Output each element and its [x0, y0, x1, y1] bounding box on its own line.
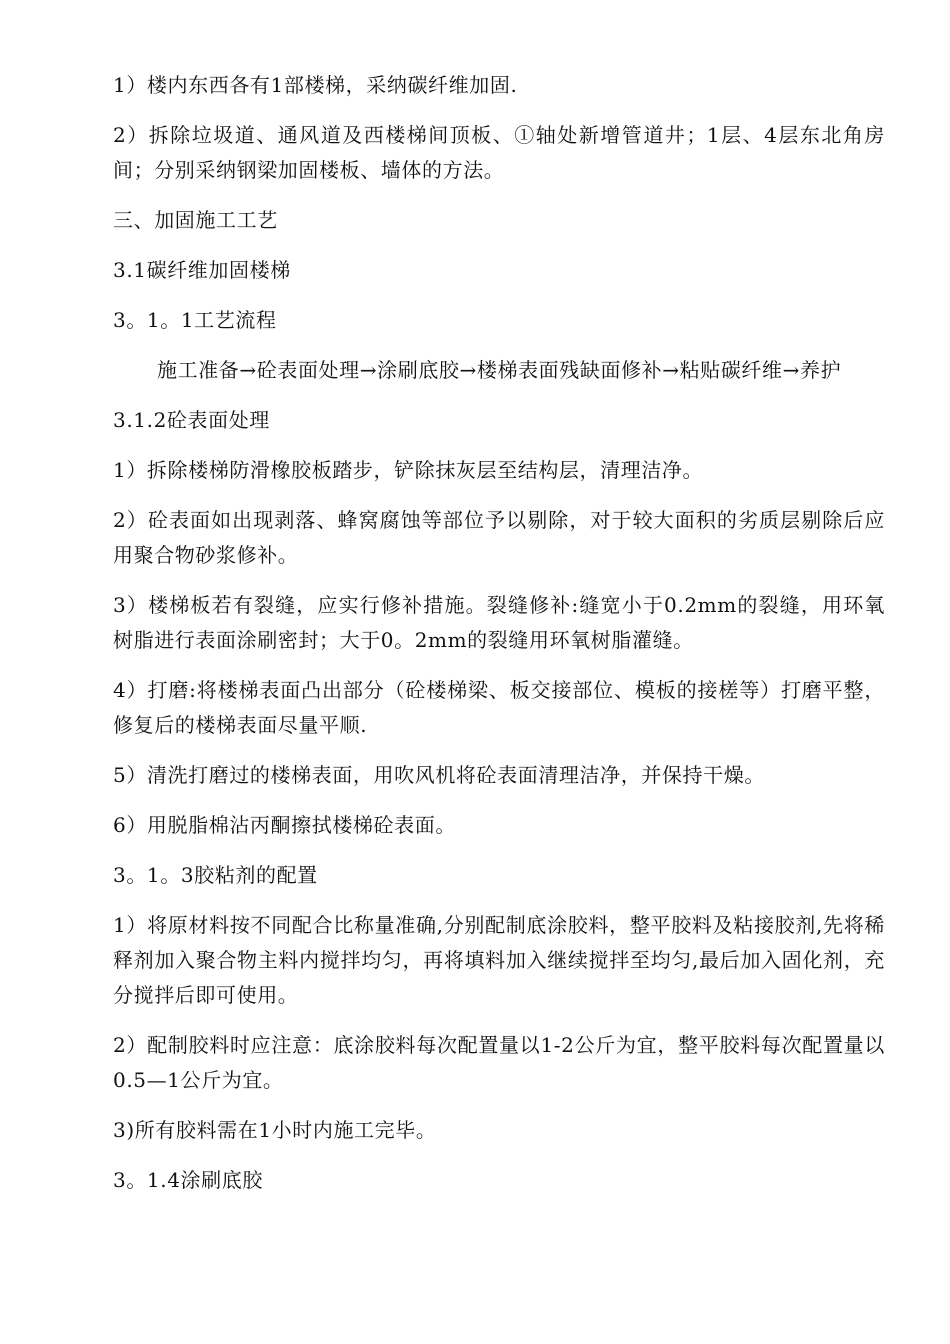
subsection-heading-3-1: 3.1碳纤维加固楼梯 — [113, 258, 291, 282]
subsection-heading-3-1-2: 3.1.2砼表面处理 — [113, 408, 270, 432]
paragraph-demolition: 2）拆除垃圾道、通风道及西楼梯间顶板、①轴处新增管道井；1层、4层东北角房间；分别采纳钢梁加固楼板、墙体的方法。 — [113, 123, 885, 182]
section-heading-reinforcement-process: 三、加固施工工艺 — [113, 208, 278, 232]
paragraph-stairs-count: 1）楼内东西各有1部楼梯，采纳碳纤维加固. — [113, 73, 518, 97]
paragraph-surface-6: 6）用脱脂棉沾丙酮擦拭楼梯砼表面。 — [113, 813, 456, 837]
paragraph-surface-3: 3）楼梯板若有裂缝，应实行修补措施。裂缝修补:缝宽小于0.2mm的裂缝，用环氧树脂进行表面涂刷密封；大于0。2mm的裂缝用环氧树脂灌缝。 — [113, 593, 885, 652]
paragraph-surface-2: 2）砼表面如出现剥落、蜂窝腐蚀等部位予以剔除，对于较大面积的劣质层剔除后应用聚合物砂浆修补。 — [113, 508, 885, 567]
paragraph-adhesive-2: 2）配制胶料时应注意：底涂胶料每次配置量以1-2公斤为宜，整平胶料每次配置量以0.5—1公斤为宜。 — [113, 1033, 885, 1092]
paragraph-process-flow: 施工准备→砼表面处理→涂刷底胶→楼梯表面残缺面修补→粘贴碳纤维→养护 — [157, 358, 842, 382]
document-page — [113, 68, 885, 1213]
paragraph-surface-1: 1）拆除楼梯防滑橡胶板踏步，铲除抹灰层至结构层，清理洁净。 — [113, 458, 704, 482]
subsection-heading-3-1-3: 3。1。3胶粘剂的配置 — [113, 863, 318, 887]
subsection-heading-3-1-4: 3。1.4涂刷底胶 — [113, 1168, 263, 1192]
subsection-heading-3-1-1: 3。1。1工艺流程 — [113, 308, 277, 332]
paragraph-surface-5: 5）清洗打磨过的楼梯表面，用吹风机将砼表面清理洁净，并保持干燥。 — [113, 763, 765, 787]
paragraph-surface-4: 4）打磨:将楼梯表面凸出部分（砼楼梯梁、板交接部位、模板的接槎等）打磨平整，修复后的楼梯表面尽量平顺. — [113, 678, 885, 737]
paragraph-adhesive-3: 3)所有胶料需在1小时内施工完毕。 — [113, 1118, 437, 1142]
paragraph-adhesive-1: 1）将原材料按不同配合比称量准确,分别配制底涂胶料，整平胶料及粘接胶剂,先将稀释剂加入聚合物主料内搅拌均匀，再将填料加入继续搅拌至均匀,最后加入固化剂，充分搅拌后即可使用。 — [113, 913, 885, 1007]
